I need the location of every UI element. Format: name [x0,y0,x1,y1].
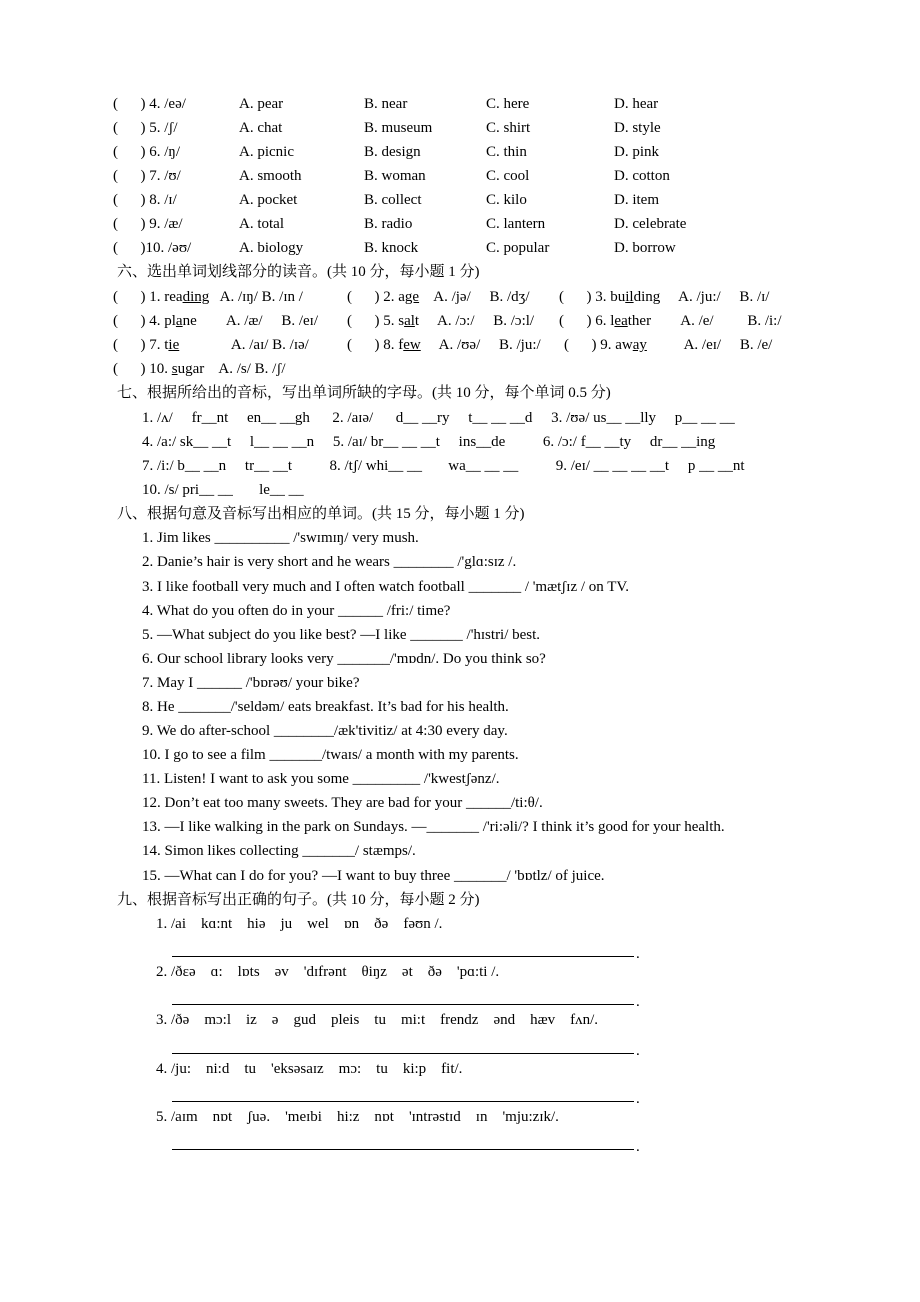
item-options: ding A. /ju:/ B. /ɪ/ [633,289,770,305]
section7-heading: 七、根据所给出的音标，写出单词所缺的字母。(共 10 分，每个单词 0.5 分) [117,385,611,401]
list-item [0,166,670,186]
section8-line: 13. —I like walking in the park on Sundays. —_______ /'ri:əli/? I think it’s good for your health. [142,819,725,835]
section7-line: 4. /a:/ sk__ __t l__ __ __n 5. /aɪ/ br__ __ __t ins__de 6. /ɔ:/ f__ __ty dr__ __ing [142,434,716,450]
list-item [0,287,770,307]
option-a: A. smooth [239,168,302,184]
list-item [0,335,773,355]
list-item [0,214,687,234]
option-b: B. collect [364,192,422,208]
question-item [564,335,772,355]
answer-line[interactable] [172,956,634,957]
option-a: A. pocket [239,192,298,208]
phonetic-sentence: 2. /ðɛə ɑ: lɒts əv 'dɪfrənt θiŋz ət ðə 'pɑ:ti /. [156,964,500,980]
item-options: ne A. /æ/ B. /eɪ/ [182,313,319,329]
section8-line: 14. Simon likes collecting _______/ stæmps/. [142,843,416,859]
phonetic-sentence: 5. /aɪm nɒt ʃuə. 'meɪbi hi:z nɒt 'ɪntrəstɪd ɪn 'mju:zɪk/. [156,1109,559,1125]
option-c: C. shirt [486,120,531,136]
item-prefix: ( ) 1. rea [113,289,183,305]
answer-line[interactable] [172,1053,634,1054]
section8-heading: 八、根据句意及音标写出相应的单词。(共 15 分，每小题 1 分) [117,506,525,522]
answer-line[interactable] [172,1101,634,1102]
option-d: D. borrow [614,240,676,256]
option-d: D. style [614,120,661,136]
option-a: A. biology [239,240,304,256]
list-item [0,359,286,379]
item-prefix: ( ) 2. a [347,289,405,305]
underlined-letters: s [171,361,178,377]
section8-line: 3. I like football very much and I often watch football _______ / 'mætʃɪz / on TV. [142,579,630,595]
period-mark: . [636,994,640,1010]
option-c: C. lantern [486,216,546,232]
option-d: D. cotton [614,168,670,184]
underlined-letters: a [175,313,183,329]
question-item [113,359,286,379]
question-item [113,335,309,355]
period-mark: . [636,1043,640,1059]
section8-line: 4. What do you often do in your ______ /fri:/ time? [142,603,451,619]
section7-line: 1. /ʌ/ fr__nt en__ __gh 2. /aɪə/ d__ __ry t__ __ __d 3. /ʊə/ us__ __lly p__ __ __ [142,410,735,426]
question-number: ( ) 9. /æ/ [113,216,183,232]
section8-line: 6. Our school library looks very _______/'mɒdn/. Do you think so? [142,651,546,667]
option-b: B. knock [364,240,419,256]
option-b: B. radio [364,216,413,232]
underlined-letters: ew [403,337,421,353]
option-c: C. cool [486,168,530,184]
underlined-letters: ding [182,289,210,305]
item-prefix: ( ) 5. s [347,313,405,329]
option-d: D. celebrate [614,216,687,232]
section7-line: 7. /i:/ b__ __n tr__ __t 8. /tʃ/ whi__ __ wa__ __ __ 9. /eɪ/ __ __ __ __t p __ __nt [142,458,745,474]
list-item [0,311,782,331]
item-options: ther A. /e/ B. /i:/ [627,313,782,329]
option-d: D. hear [614,96,659,112]
section8-line: 15. —What can I do for you? —I want to buy three _______/ 'bɒtlz/ of juice. [142,868,605,884]
option-d: D. item [614,192,659,208]
list-item [0,190,659,210]
section8-line: 11. Listen! I want to ask you some _________ /'kwestʃənz/. [142,771,500,787]
section8-line: 12. Don’t eat too many sweets. They are bad for your ______/ti:θ/. [142,795,543,811]
phonetic-sentence: 4. /ju: ni:d tu 'eksəsaɪz mɔ: tu ki:p fit/. [156,1061,463,1077]
question-number: ( ) 8. /ɪ/ [113,192,177,208]
list-item [0,118,661,138]
item-prefix: ( ) 4. pl [113,313,176,329]
item-options: A. /jə/ B. /dʒ/ [419,289,530,305]
question-number: ( )10. /əʊ/ [113,240,192,256]
item-prefix: ( ) 10. [113,361,172,377]
question-item [347,311,534,331]
section8-line: 2. Danie’s hair is very short and he wears ________ /'glɑ:sɪz /. [142,554,517,570]
section8-line: 10. I go to see a film _______/twaɪs/ a month with my parents. [142,747,519,763]
section6-heading: 六、选出单词划线部分的读音。(共 10 分，每小题 1 分) [117,264,480,280]
option-b: B. design [364,144,421,160]
section8-line: 1. Jim likes __________ /'swɪmɪŋ/ very mush. [142,530,419,546]
question-number: ( ) 6. /ŋ/ [113,144,180,160]
section8-line: 5. —What subject do you like best? —I like _______ /'hɪstri/ best. [142,627,541,643]
item-prefix: ( ) 6. l [559,313,615,329]
item-options: A. /eɪ/ B. /e/ [646,337,773,353]
option-a: A. total [239,216,284,232]
question-item [113,287,303,307]
item-options: ugar A. /s/ B. /ʃ/ [177,361,286,377]
section7-line: 10. /s/ pri__ __ le__ __ [142,482,304,498]
question-number: ( ) 4. /eə/ [113,96,186,112]
question-item [559,287,769,307]
item-prefix: ( ) 3. bu [559,289,626,305]
underlined-letters: il [625,289,634,305]
period-mark: . [636,946,640,962]
question-number: ( ) 7. /ʊ/ [113,168,181,184]
item-prefix: ( ) 9. aw [564,337,633,353]
section9-heading: 九、根据音标写出正确的句子。(共 10 分，每小题 2 分) [117,892,480,908]
question-item [347,287,530,307]
underlined-letters: ea [614,313,628,329]
section8-line: 8. He _______/'seldəm/ eats breakfast. It’s bad for his health. [142,699,509,715]
underlined-letters: al [404,313,415,329]
item-options: A. /ʊə/ B. /ju:/ [420,337,541,353]
item-prefix: ( ) 8. f [347,337,404,353]
answer-line[interactable] [172,1004,634,1005]
option-c: C. kilo [486,192,527,208]
question-item [347,335,541,355]
option-b: B. woman [364,168,426,184]
section8-line: 9. We do after-school ________/æk'tivitiz/ at 4:30 every day. [142,723,508,739]
option-b: B. museum [364,120,433,136]
option-b: B. near [364,96,408,112]
question-item [113,311,318,331]
option-a: A. pear [239,96,284,112]
question-number: ( ) 5. /ʃ/ [113,120,178,136]
list-item [0,142,659,162]
item-options: A. /ɪŋ/ B. /ɪn / [209,289,303,305]
period-mark: . [636,1091,640,1107]
option-d: D. pink [614,144,659,160]
option-c: C. popular [486,240,550,256]
option-a: A. picnic [239,144,294,160]
item-prefix: ( ) 7. t [113,337,169,353]
question-item [559,311,782,331]
underlined-letters: ay [632,337,647,353]
list-item [0,238,676,258]
list-item [0,94,659,114]
option-c: C. here [486,96,530,112]
option-c: C. thin [486,144,527,160]
phonetic-sentence: 3. /ðə mɔ:l iz ə gud pleis tu mi:t frendz ənd hæv fʌn/. [156,1012,599,1028]
underlined-letters: ie [168,337,180,353]
item-options: A. /aɪ/ B. /ɪə/ [179,337,309,353]
underlined-letters: ge [404,289,420,305]
answer-line[interactable] [172,1149,634,1150]
period-mark: . [636,1139,640,1155]
option-a: A. chat [239,120,283,136]
item-options: t A. /ɔ:/ B. /ɔ:l/ [414,313,535,329]
section8-line: 7. May I ______ /'bɒrəʊ/ your bike? [142,675,360,691]
phonetic-sentence: 1. /ai kɑ:nt hiə ju wel ɒn ðə fəʊn /. [156,916,443,932]
